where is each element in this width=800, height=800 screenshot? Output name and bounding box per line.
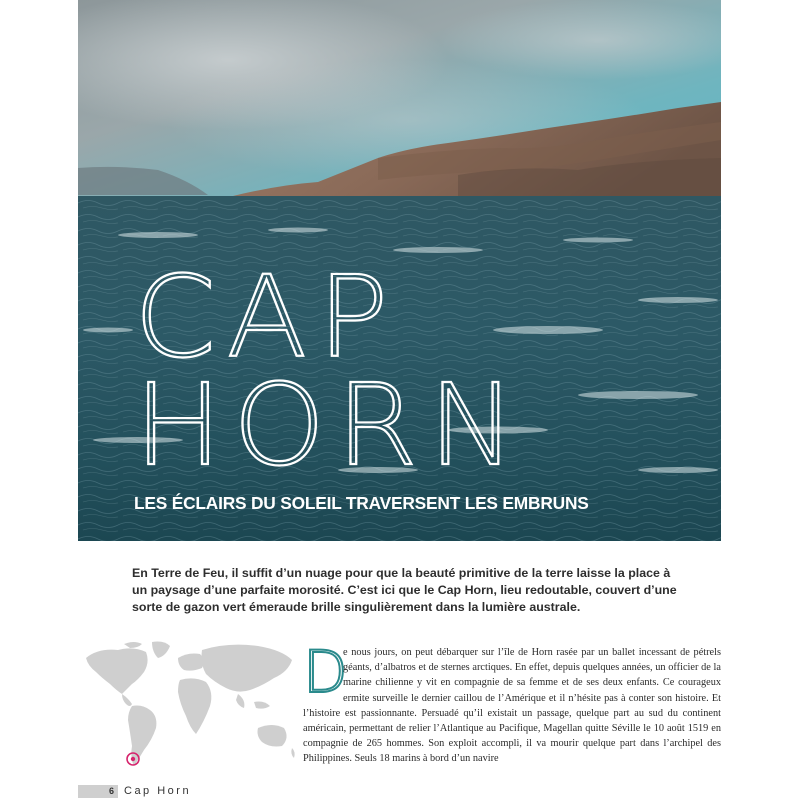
- title-line-cap: CAP: [134, 253, 399, 383]
- hero-photo: [78, 0, 721, 541]
- body-text: e nous jours, on peut débarquer sur l’île de Horn rasée par un ballet incessant de pétrels géants, d’albatros et de sternes arctiques. En effet, depuis quelques années, un officier de la marine chilienne y vit en compagnie de sa femme et de ses deux enfants. Ce courageux ermite surveille le dernier caillou de l’Amérique et il n’hésite pas à conter son histoire. Et l’histoire est passionnante. Persuadé qu’il existait un passage, quelque part au sud du continent américain, permettant de relier l’Atlantique au Pacifique, Magellan quitte Séville le 10 août 1519 en compagnie de 265 hommes. Son exploit accompli, il va mourir quelque part dans l’archipel des Philippines. Seuls 18 marins à bord d’un navire: [303, 647, 721, 765]
- drop-cap: D: [303, 638, 348, 706]
- title-line-horn: HORN: [134, 361, 527, 491]
- body-column: [303, 638, 721, 767]
- page-number: 6: [78, 785, 118, 798]
- map-land: [86, 642, 295, 767]
- world-map: [78, 636, 300, 778]
- running-head: Cap Horn: [124, 785, 192, 797]
- subtitle: LES ÉCLAIRS DU SOLEIL TRAVERSENT LES EMBRUNS: [134, 493, 589, 513]
- lead-paragraph: En Terre de Feu, il suffit d’un nuage pour que la beauté primitive de la terre laisse la place à un paysage d’une parfaite morosité. C’est ici que le Cap Horn, lieu redoutable, couvert d’une sorte de gazon vert émeraude brille singulièrement dans la lumière australe.: [132, 566, 677, 614]
- magazine-page: [78, 0, 721, 800]
- cap-horn-location-dot: [131, 757, 135, 761]
